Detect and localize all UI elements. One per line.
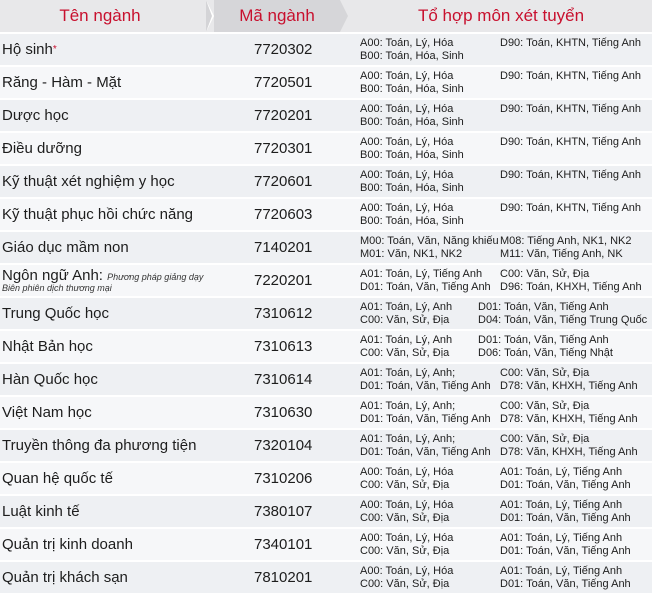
table-row <box>0 98 652 131</box>
combination-left <box>360 136 464 162</box>
combination-line: A00: Toán, Lý, Hóa <box>360 466 454 478</box>
combination-right <box>500 37 641 63</box>
combination-left <box>360 202 464 228</box>
major-name <box>0 331 93 362</box>
combination-line: C00: Văn, Sử, Địa <box>360 545 450 557</box>
major-name <box>0 267 203 298</box>
combination-line: D01: Toán, Văn, Tiếng Anh <box>500 578 631 590</box>
combination-line: M08: Tiếng Anh, NK1, NK2 <box>500 235 632 247</box>
combination-line: B00: Toán, Hóa, Sinh <box>360 50 464 62</box>
table-row <box>0 362 652 395</box>
combination-left <box>360 103 464 129</box>
combination-right <box>500 400 638 426</box>
major-code: 7720501 <box>254 74 313 91</box>
header-major-code: Mã ngành <box>214 0 340 32</box>
combination-line: D01: Toán, Văn, Tiếng Anh <box>360 380 491 392</box>
combination-right <box>500 235 631 261</box>
combination-right <box>500 136 641 162</box>
major-name <box>0 199 193 230</box>
combination-left <box>360 466 453 492</box>
combination-line: C00: Văn, Sử, Địa <box>500 367 590 379</box>
combination-line: C00: Văn, Sử, Địa <box>360 347 450 359</box>
table-row <box>0 296 652 329</box>
combination-line <box>500 83 641 96</box>
combination-line: B00: Toán, Hóa, Sinh <box>360 149 464 161</box>
combination-left <box>360 37 464 63</box>
combination-line: D01: Toán, Văn, Tiếng Anh <box>478 301 609 313</box>
major-name <box>0 364 98 395</box>
combination-line: A01: Toán, Lý, Tiếng Anh <box>500 565 623 577</box>
combination-right <box>500 367 638 393</box>
combination-line: D78: Văn, KHXH, Tiếng Anh <box>500 380 638 392</box>
major-name-text: Nhật Bản học <box>2 338 93 355</box>
combination-line: D01: Toán, Văn, Tiếng Anh <box>360 281 491 293</box>
table-row <box>0 560 652 593</box>
major-name <box>0 34 57 65</box>
combination-right <box>500 532 631 558</box>
table-row <box>0 65 652 98</box>
major-name-text: Dược học <box>2 107 69 124</box>
combination-right <box>478 301 647 327</box>
combination-line: C00: Văn, Sử, Địa <box>360 578 450 590</box>
combination-right <box>500 70 641 96</box>
major-name <box>0 67 121 98</box>
combination-line: A01: Toán, Lý, Anh; <box>360 400 456 412</box>
combination-left <box>360 268 491 294</box>
major-name <box>0 496 80 527</box>
major-name-text: Điều dưỡng <box>2 140 82 157</box>
combination-line: A01: Toán, Lý, Anh; <box>360 367 456 379</box>
combination-left <box>360 334 452 360</box>
combination-line: M11: Văn, Tiếng Anh, NK <box>500 248 623 260</box>
major-name-text: Giáo dục mầm non <box>2 239 129 256</box>
combination-line: C00: Văn, Sử, Địa <box>360 479 450 491</box>
combination-line: D90: Toán, KHTN, Tiếng Anh <box>500 103 642 115</box>
major-name-text: Việt Nam học <box>2 404 92 421</box>
combination-line: B00: Toán, Hóa, Sinh <box>360 182 464 194</box>
combination-line <box>500 50 641 63</box>
major-code: 7140201 <box>254 239 313 256</box>
major-name-text: Quan hệ quốc tế <box>2 470 113 487</box>
combination-line: A01: Toán, Lý, Tiếng Anh <box>500 499 623 511</box>
combination-line <box>500 116 641 129</box>
major-name-text: Kỹ thuật phục hồi chức năng <box>2 206 194 223</box>
combination-line: A00: Toán, Lý, Hóa <box>360 169 454 181</box>
combination-line: D90: Toán, KHTN, Tiếng Anh <box>500 169 642 181</box>
major-code: 7220201 <box>254 272 313 289</box>
combination-line <box>500 149 641 162</box>
major-name-text: Quản trị khách sạn <box>2 569 128 586</box>
combination-left <box>360 70 464 96</box>
combination-line: D04: Toán, Văn, Tiếng Trung Quốc <box>478 314 648 326</box>
combination-line: D90: Toán, KHTN, Tiếng Anh <box>500 70 642 82</box>
combination-line: C00: Văn, Sử, Địa <box>360 512 450 524</box>
combination-line: D01: Toán, Văn, Tiếng Anh <box>478 334 609 346</box>
combination-right <box>478 334 613 360</box>
table-row <box>0 395 652 428</box>
combination-line: D01: Toán, Văn, Tiếng Anh <box>500 479 631 491</box>
combination-line <box>500 215 641 228</box>
combination-left <box>360 235 499 261</box>
major-code: 7310612 <box>254 305 313 322</box>
major-name <box>0 529 133 560</box>
combination-line: C00: Văn, Sử, Địa <box>360 314 450 326</box>
combination-line: B00: Toán, Hóa, Sinh <box>360 116 464 128</box>
major-code: 7310206 <box>254 470 313 487</box>
combination-left <box>360 400 491 426</box>
major-code: 7310630 <box>254 404 313 421</box>
table-row <box>0 527 652 560</box>
major-name <box>0 562 128 593</box>
table-row <box>0 263 652 296</box>
major-code: 7810201 <box>254 569 313 586</box>
major-name-text: Trung Quốc học <box>2 305 109 322</box>
combination-left <box>360 169 464 195</box>
major-code: 7720302 <box>254 41 313 58</box>
combination-line: M01: Văn, NK1, NK2 <box>360 248 463 260</box>
combination-right <box>500 169 641 195</box>
table-row <box>0 329 652 362</box>
header-divider-2 <box>340 0 348 32</box>
table-header <box>0 0 652 32</box>
combination-right <box>500 202 641 228</box>
combination-left <box>360 565 453 591</box>
major-name <box>0 463 113 494</box>
table-row <box>0 461 652 494</box>
combination-line: A00: Toán, Lý, Hóa <box>360 70 454 82</box>
major-name <box>0 298 109 329</box>
combination-line: D90: Toán, KHTN, Tiếng Anh <box>500 136 642 148</box>
combination-line: D90: Toán, KHTN, Tiếng Anh <box>500 37 642 49</box>
combination-right <box>500 565 631 591</box>
major-name <box>0 397 92 428</box>
combination-line: D01: Toán, Văn, Tiếng Anh <box>360 413 491 425</box>
combination-line: D96: Toán, KHXH, Tiếng Anh <box>500 281 642 293</box>
combination-line: A01: Toán, Lý, Tiếng Anh <box>360 268 483 280</box>
table-row <box>0 230 652 263</box>
combination-line: A01: Toán, Lý, Anh <box>360 334 453 346</box>
combination-line: A00: Toán, Lý, Hóa <box>360 202 454 214</box>
combination-line: D06: Toán, Văn, Tiếng Nhật <box>478 347 613 359</box>
combination-left <box>360 532 453 558</box>
combination-line: A00: Toán, Lý, Hóa <box>360 532 454 544</box>
combination-line: A01: Toán, Lý, Tiếng Anh <box>500 532 623 544</box>
combination-line: A01: Toán, Lý, Tiếng Anh <box>500 466 623 478</box>
major-name-text: Kỹ thuật xét nghiệm y học <box>2 173 175 190</box>
major-name-text: Hàn Quốc học <box>2 371 98 388</box>
combination-left <box>360 367 491 393</box>
major-code: 7380107 <box>254 503 313 520</box>
combination-line: A01: Toán, Lý, Anh <box>360 301 453 313</box>
major-code: 7720201 <box>254 107 313 124</box>
major-subnote: Biên phiên dịch thương mại <box>2 283 112 293</box>
major-name <box>0 232 129 263</box>
major-name-text: Quản trị kinh doanh <box>2 536 133 553</box>
table-row <box>0 428 652 461</box>
combination-left <box>360 301 452 327</box>
major-name-text: Răng - Hàm - Mặt <box>2 74 122 91</box>
combination-line: C00: Văn, Sử, Địa <box>500 433 590 445</box>
combination-left <box>360 499 453 525</box>
combination-line: C00: Văn, Sử, Địa <box>500 400 590 412</box>
table-row <box>0 32 652 65</box>
combination-line: A00: Toán, Lý, Hóa <box>360 103 454 115</box>
combination-line: D01: Toán, Văn, Tiếng Anh <box>500 545 631 557</box>
major-code: 7310614 <box>254 371 313 388</box>
combination-right <box>500 103 641 129</box>
header-subject-combinations: Tổ hợp môn xét tuyển <box>417 6 585 25</box>
major-name-text: Luật kinh tế <box>2 503 80 520</box>
table-row <box>0 197 652 230</box>
combination-line: M00: Toán, Văn, Năng khiếu <box>360 235 499 247</box>
combination-line: C00: Văn, Sử, Địa <box>500 268 590 280</box>
combination-line: A00: Toán, Lý, Hóa <box>360 499 454 511</box>
combination-line: A01: Toán, Lý, Anh; <box>360 433 456 445</box>
major-code: 7720603 <box>254 206 313 223</box>
combination-line: D78: Văn, KHXH, Tiếng Anh <box>500 446 638 458</box>
major-name <box>0 133 82 164</box>
combination-right <box>500 268 642 294</box>
major-name <box>0 430 196 461</box>
major-name <box>0 100 69 131</box>
major-code: 7320104 <box>254 437 313 454</box>
combination-line: A00: Toán, Lý, Hóa <box>360 37 454 49</box>
combination-line: B00: Toán, Hóa, Sinh <box>360 215 464 227</box>
combination-line: D90: Toán, KHTN, Tiếng Anh <box>500 202 642 214</box>
combination-line: B00: Toán, Hóa, Sinh <box>360 83 464 95</box>
major-code: 7720301 <box>254 140 313 157</box>
combination-right <box>500 499 631 525</box>
combination-line <box>500 182 641 195</box>
combination-line: D78: Văn, KHXH, Tiếng Anh <box>500 413 638 425</box>
combination-right <box>500 433 638 459</box>
major-name-text: Hộ sinh <box>2 41 53 58</box>
major-name-text: Ngôn ngữ Anh: <box>2 267 103 284</box>
table-row <box>0 131 652 164</box>
major-name-text: Truyền thông đa phương tiện <box>2 437 197 454</box>
major-code: 7310613 <box>254 338 313 355</box>
table-row <box>0 494 652 527</box>
asterisk-mark: * <box>52 44 57 55</box>
combination-left <box>360 433 491 459</box>
major-code: 7340101 <box>254 536 313 553</box>
table-row <box>0 164 652 197</box>
major-note: Phương pháp giảng dạy <box>107 272 204 282</box>
combination-line: D01: Toán, Văn, Tiếng Anh <box>500 512 631 524</box>
header-major-name: Tên ngành <box>59 6 141 25</box>
combination-line: A00: Toán, Lý, Hóa <box>360 136 454 148</box>
header-divider-shade <box>206 0 212 32</box>
major-name <box>0 166 175 197</box>
combination-line: D01: Toán, Văn, Tiếng Anh <box>360 446 491 458</box>
major-code: 7720601 <box>254 173 313 190</box>
combination-right <box>500 466 631 492</box>
combination-line: A00: Toán, Lý, Hóa <box>360 565 454 577</box>
